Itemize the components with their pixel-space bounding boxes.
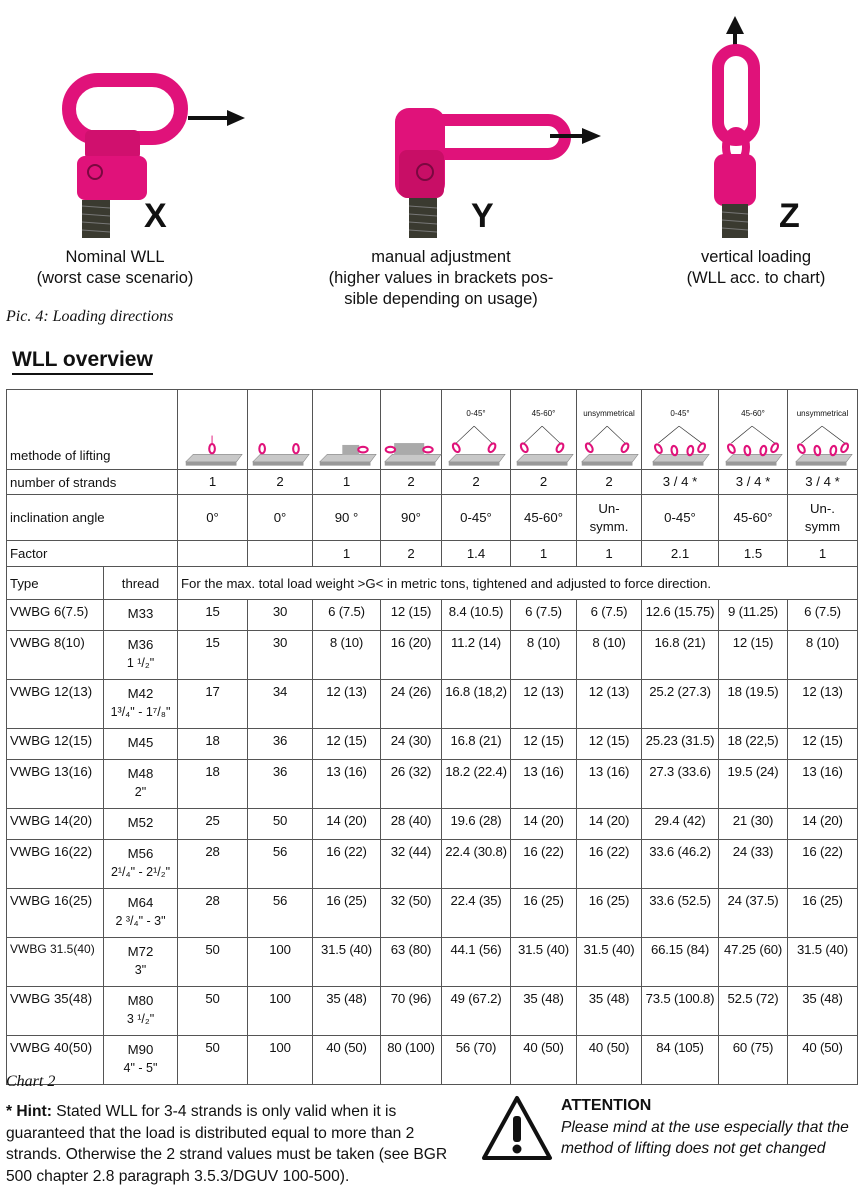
wll-value-cell: 16 (22): [788, 840, 858, 889]
strands-cell: 3 / 4 *: [719, 470, 788, 495]
method-icon-label: 45-60°: [741, 409, 765, 418]
thread-cell: [104, 840, 178, 889]
factor-cell: 1: [511, 541, 577, 567]
type-cell: VWBG 6(7.5): [7, 600, 104, 631]
thread-metric: M64: [127, 895, 154, 910]
type-header: Type: [7, 567, 104, 600]
table-row: [7, 729, 858, 760]
wll-value-cell: 21 (30): [719, 809, 788, 840]
wll-value-cell: 12.6 (15.75): [642, 600, 719, 631]
lifting-method-icon: [249, 419, 311, 469]
strands-cell: 1: [313, 470, 381, 495]
wll-value-cell: 25: [178, 809, 248, 840]
thread-cell: [104, 809, 178, 840]
wll-value-cell: 15: [178, 631, 248, 680]
loading-direction-y-illustration: [385, 100, 615, 240]
inclination-cell: 90 °: [313, 495, 381, 541]
wll-value-cell: 50: [178, 938, 248, 987]
lifting-method-icon: [316, 419, 378, 469]
table-row: [7, 987, 858, 1036]
wll-value-cell: 56: [248, 840, 313, 889]
wll-value-cell: 12 (13): [313, 680, 381, 729]
type-cell: VWBG 35(48): [7, 987, 104, 1036]
method-icon-cell: [248, 390, 313, 470]
thread-cell: [104, 680, 178, 729]
factor-cell: 1: [788, 541, 858, 567]
wll-value-cell: 12 (15): [313, 729, 381, 760]
type-cell: VWBG 13(16): [7, 760, 104, 809]
thread-metric: M48: [127, 766, 154, 781]
wll-value-cell: 28: [178, 840, 248, 889]
wll-value-cell: 66.15 (84): [642, 938, 719, 987]
thread-metric: M45: [127, 735, 154, 750]
wll-value-cell: 16 (22): [577, 840, 642, 889]
wll-value-cell: 12 (15): [381, 600, 442, 631]
thread-inch: 4" - 5": [123, 1061, 158, 1075]
wll-value-cell: 13 (16): [313, 760, 381, 809]
attention-title: ATTENTION: [561, 1097, 652, 1114]
table-row: [7, 840, 858, 889]
wll-value-cell: 14 (20): [313, 809, 381, 840]
attention-text: Please mind at the use especially that the method of lifting does not get changed: [561, 1119, 849, 1157]
factor-cell: 1: [313, 541, 381, 567]
thread-cell: [104, 889, 178, 938]
thread-inch: 1³/₄" - 1⁷/₈": [110, 705, 171, 719]
wll-value-cell: 34: [248, 680, 313, 729]
wll-value-cell: 12 (13): [511, 680, 577, 729]
inclination-cell: 0-45°: [642, 495, 719, 541]
lifting-method-icon: [445, 419, 507, 469]
wll-value-cell: 16 (25): [577, 889, 642, 938]
method-icon-cell: [178, 390, 248, 470]
type-cell: VWBG 16(25): [7, 889, 104, 938]
thread-cell: [104, 600, 178, 631]
wll-value-cell: 16 (25): [313, 889, 381, 938]
wll-value-cell: 14 (20): [511, 809, 577, 840]
wll-value-cell: 18 (22,5): [719, 729, 788, 760]
wll-value-cell: 36: [248, 729, 313, 760]
wll-value-cell: 56: [248, 889, 313, 938]
wll-value-cell: 27.3 (33.6): [642, 760, 719, 809]
thread-metric: M56: [127, 846, 154, 861]
wll-value-cell: 12 (13): [788, 680, 858, 729]
factor-cell: 2: [381, 541, 442, 567]
thread-cell: [104, 938, 178, 987]
wll-value-cell: 8 (10): [788, 631, 858, 680]
thread-inch: 2¹/₄" - 2¹/₂": [110, 865, 171, 879]
wll-value-cell: 25.23 (31.5): [642, 729, 719, 760]
thread-cell: [104, 1036, 178, 1085]
wll-value-cell: 28: [178, 889, 248, 938]
figure-x-caption-line1: Nominal WLL: [65, 248, 165, 266]
wll-value-cell: 63 (80): [381, 938, 442, 987]
wll-value-cell: 8.4 (10.5): [442, 600, 511, 631]
strands-row: [7, 470, 858, 495]
figure-z-caption-line2: (WLL acc. to chart): [686, 269, 826, 287]
wll-value-cell: 50: [178, 1036, 248, 1085]
wll-value-cell: 13 (16): [577, 760, 642, 809]
factor-cell: 1: [577, 541, 642, 567]
thread-metric: M36: [127, 637, 154, 652]
wll-value-cell: 16 (22): [511, 840, 577, 889]
wll-value-cell: 31.5 (40): [313, 938, 381, 987]
picture-caption: Pic. 4: Loading directions: [6, 308, 174, 325]
warning-triangle-icon: [481, 1094, 553, 1162]
wll-value-cell: 56 (70): [442, 1036, 511, 1085]
wll-value-cell: 33.6 (46.2): [642, 840, 719, 889]
lifting-method-icon: [182, 419, 244, 469]
strands-label: number of strands: [7, 470, 178, 495]
method-icon-label: 0-45°: [670, 409, 690, 418]
thread-inch: 2 ³/₄" - 3": [115, 914, 166, 928]
type-cell: VWBG 31.5(40): [7, 938, 104, 987]
factor-row: [7, 541, 858, 567]
wll-value-cell: 47.25 (60): [719, 938, 788, 987]
method-icon-label: 0-45°: [466, 409, 486, 418]
inclination-label: inclination angle: [7, 495, 178, 541]
figure-y-caption: [306, 247, 576, 310]
method-icon-cell: [313, 390, 381, 470]
method-icon-label: unsymmetrical: [583, 409, 635, 418]
method-icon-label: 45-60°: [531, 409, 556, 418]
wll-value-cell: 12 (15): [788, 729, 858, 760]
thread-cell: [104, 760, 178, 809]
thread-header: thread: [104, 567, 178, 600]
table-row: [7, 631, 858, 680]
strands-cell: 2: [511, 470, 577, 495]
hint-body: Stated WLL for 3-4 strands is only valid when it is guaranteed that the load is distributed equal to more than 2 strands. Otherwise the 2 strand values must be taken (see BGR 500 chapter 2.8 paragraph 3.5.3/DGUV 100-500).: [6, 1103, 448, 1185]
thread-metric: M52: [127, 815, 154, 830]
wll-value-cell: 29.4 (42): [642, 809, 719, 840]
section-title: WLL overview: [12, 348, 153, 375]
wll-value-cell: 50: [248, 809, 313, 840]
hint-label: * Hint:: [6, 1103, 52, 1120]
lifting-method-icon: [722, 419, 784, 469]
wll-value-cell: 100: [248, 1036, 313, 1085]
wll-value-cell: 13 (16): [511, 760, 577, 809]
figure-y-caption-line2: (higher values in brackets pos-: [328, 269, 554, 287]
wll-value-cell: 49 (67.2): [442, 987, 511, 1036]
thread-inch: 2": [134, 785, 147, 799]
wll-value-cell: 33.6 (52.5): [642, 889, 719, 938]
type-cell: VWBG 12(15): [7, 729, 104, 760]
wll-value-cell: 6 (7.5): [577, 600, 642, 631]
wll-value-cell: 24 (30): [381, 729, 442, 760]
wll-value-cell: 52.5 (72): [719, 987, 788, 1036]
figure-letter-x: X: [144, 197, 167, 235]
factor-cell: 1.5: [719, 541, 788, 567]
inclination-cell: 0°: [178, 495, 248, 541]
wll-value-cell: 70 (96): [381, 987, 442, 1036]
wll-value-cell: 9 (11.25): [719, 600, 788, 631]
thread-inch: 3 ¹/₂": [126, 1012, 155, 1026]
factor-cell: 1.4: [442, 541, 511, 567]
wll-value-cell: 6 (7.5): [313, 600, 381, 631]
strands-cell: 2: [381, 470, 442, 495]
wll-value-cell: 35 (48): [511, 987, 577, 1036]
thread-inch: 1 ¹/₂": [126, 656, 155, 670]
thread-inch: 3": [134, 963, 147, 977]
lifting-method-icon: [792, 419, 854, 469]
table-row: [7, 809, 858, 840]
wll-value-cell: 28 (40): [381, 809, 442, 840]
wll-value-cell: 12 (15): [719, 631, 788, 680]
wll-value-cell: 18: [178, 760, 248, 809]
wll-value-cell: 16 (25): [788, 889, 858, 938]
inclination-cell: Un- symm.: [577, 495, 642, 541]
wll-value-cell: 12 (15): [577, 729, 642, 760]
inclination-cell: 0-45°: [442, 495, 511, 541]
wll-value-cell: 100: [248, 938, 313, 987]
wll-value-cell: 40 (50): [511, 1036, 577, 1085]
wll-value-cell: 16 (25): [511, 889, 577, 938]
chart-caption: Chart 2: [6, 1073, 56, 1090]
hint-text: [6, 1101, 458, 1187]
wll-value-cell: 32 (50): [381, 889, 442, 938]
lifting-method-icon: [578, 419, 640, 469]
wll-value-cell: 44.1 (56): [442, 938, 511, 987]
thread-metric: M33: [127, 606, 154, 621]
wll-value-cell: 14 (20): [788, 809, 858, 840]
wll-value-cell: 11.2 (14): [442, 631, 511, 680]
wll-value-cell: 40 (50): [788, 1036, 858, 1085]
wll-value-cell: 35 (48): [577, 987, 642, 1036]
thread-cell: [104, 631, 178, 680]
wll-value-cell: 19.6 (28): [442, 809, 511, 840]
wll-value-cell: 12 (15): [511, 729, 577, 760]
method-icon-cell: [381, 390, 442, 470]
inclination-cell: 90°: [381, 495, 442, 541]
table-row: [7, 760, 858, 809]
method-icon-cell: [788, 390, 858, 470]
wll-value-cell: 25.2 (27.3): [642, 680, 719, 729]
wll-value-cell: 24 (26): [381, 680, 442, 729]
wll-value-cell: 73.5 (100.8): [642, 987, 719, 1036]
strands-cell: 2: [442, 470, 511, 495]
wll-value-cell: 14 (20): [577, 809, 642, 840]
wll-value-cell: 19.5 (24): [719, 760, 788, 809]
wll-value-cell: 16.8 (18,2): [442, 680, 511, 729]
wll-value-cell: 16.8 (21): [442, 729, 511, 760]
figure-y-caption-line1: manual adjustment: [371, 248, 511, 266]
thread-metric: M42: [127, 686, 154, 701]
wll-value-cell: 26 (32): [381, 760, 442, 809]
figure-y-caption-line3: sible depending on usage): [344, 290, 538, 308]
method-icon-cell: [719, 390, 788, 470]
thread-metric: M72: [127, 944, 154, 959]
wll-value-cell: 36: [248, 760, 313, 809]
figure-z-caption-line1: vertical loading: [700, 248, 812, 266]
wll-value-cell: 13 (16): [788, 760, 858, 809]
factor-label: Factor: [7, 541, 178, 567]
figure-x-caption: [10, 247, 220, 289]
type-cell: VWBG 14(20): [7, 809, 104, 840]
wll-value-cell: 22.4 (30.8): [442, 840, 511, 889]
wll-value-cell: 31.5 (40): [511, 938, 577, 987]
figure-letter-z: Z: [779, 197, 800, 235]
strands-cell: 3 / 4 *: [788, 470, 858, 495]
inclination-cell: Un-. symm: [788, 495, 858, 541]
wll-value-cell: 30: [248, 600, 313, 631]
strands-cell: 1: [178, 470, 248, 495]
wll-value-cell: 16.8 (21): [642, 631, 719, 680]
factor-cell: [248, 541, 313, 567]
strands-cell: 3 / 4 *: [642, 470, 719, 495]
wll-value-cell: 40 (50): [577, 1036, 642, 1085]
inclination-cell: 45-60°: [719, 495, 788, 541]
type-header-row: [7, 567, 858, 600]
wll-value-cell: 50: [178, 987, 248, 1036]
wll-value-cell: 32 (44): [381, 840, 442, 889]
thread-cell: [104, 729, 178, 760]
factor-cell: 2.1: [642, 541, 719, 567]
wll-value-cell: 6 (7.5): [788, 600, 858, 631]
wll-value-cell: 100: [248, 987, 313, 1036]
table-row: [7, 680, 858, 729]
table-row: [7, 600, 858, 631]
wll-value-cell: 8 (10): [313, 631, 381, 680]
inclination-cell: 0°: [248, 495, 313, 541]
wll-value-cell: 84 (105): [642, 1036, 719, 1085]
lifting-method-icon: [381, 419, 443, 469]
wll-value-cell: 80 (100): [381, 1036, 442, 1085]
table-row: [7, 938, 858, 987]
wll-overview-table: [6, 389, 858, 1085]
inclination-cell: 45-60°: [511, 495, 577, 541]
wll-value-cell: 18.2 (22.4): [442, 760, 511, 809]
wll-value-cell: 35 (48): [313, 987, 381, 1036]
wll-value-cell: 24 (37.5): [719, 889, 788, 938]
wll-value-cell: 24 (33): [719, 840, 788, 889]
wll-value-cell: 6 (7.5): [511, 600, 577, 631]
loading-direction-z-illustration: [700, 14, 780, 239]
wll-value-cell: 18: [178, 729, 248, 760]
strands-cell: 2: [577, 470, 642, 495]
type-cell: VWBG 12(13): [7, 680, 104, 729]
method-icon-cell: [577, 390, 642, 470]
method-icon-label: unsymmetrical: [796, 409, 849, 418]
thread-metric: M90: [127, 1042, 154, 1057]
wll-value-cell: 60 (75): [719, 1036, 788, 1085]
strands-cell: 2: [248, 470, 313, 495]
load-note: For the max. total load weight >G< in metric tons, tightened and adjusted to force direction.: [178, 567, 858, 600]
method-label: methode of lifting: [7, 390, 178, 470]
factor-cell: [178, 541, 248, 567]
method-icon-cell: [511, 390, 577, 470]
table-row: [7, 889, 858, 938]
wll-value-cell: 22.4 (35): [442, 889, 511, 938]
thread-cell: [104, 987, 178, 1036]
method-icon-cell: [442, 390, 511, 470]
wll-value-cell: 18 (19.5): [719, 680, 788, 729]
wll-value-cell: 30: [248, 631, 313, 680]
figure-x-caption-line2: (worst case scenario): [36, 269, 194, 287]
wll-value-cell: 17: [178, 680, 248, 729]
method-row: [7, 390, 858, 470]
wll-value-cell: 8 (10): [577, 631, 642, 680]
wll-value-cell: 8 (10): [511, 631, 577, 680]
table-row: [7, 1036, 858, 1085]
wll-value-cell: 12 (13): [577, 680, 642, 729]
wll-value-cell: 16 (22): [313, 840, 381, 889]
wll-value-cell: 16 (20): [381, 631, 442, 680]
type-cell: VWBG 16(22): [7, 840, 104, 889]
method-icon-cell: [642, 390, 719, 470]
wll-value-cell: 31.5 (40): [577, 938, 642, 987]
type-cell: VWBG 40(50): [7, 1036, 104, 1085]
wll-value-cell: 31.5 (40): [788, 938, 858, 987]
figure-letter-y: Y: [471, 197, 494, 235]
wll-value-cell: 35 (48): [788, 987, 858, 1036]
figure-z-caption: [660, 247, 852, 289]
lifting-method-icon: [649, 419, 711, 469]
inclination-row: [7, 495, 858, 541]
lifting-method-icon: [513, 419, 575, 469]
type-cell: VWBG 8(10): [7, 631, 104, 680]
thread-metric: M80: [127, 993, 154, 1008]
wll-value-cell: 15: [178, 600, 248, 631]
wll-value-cell: 40 (50): [313, 1036, 381, 1085]
